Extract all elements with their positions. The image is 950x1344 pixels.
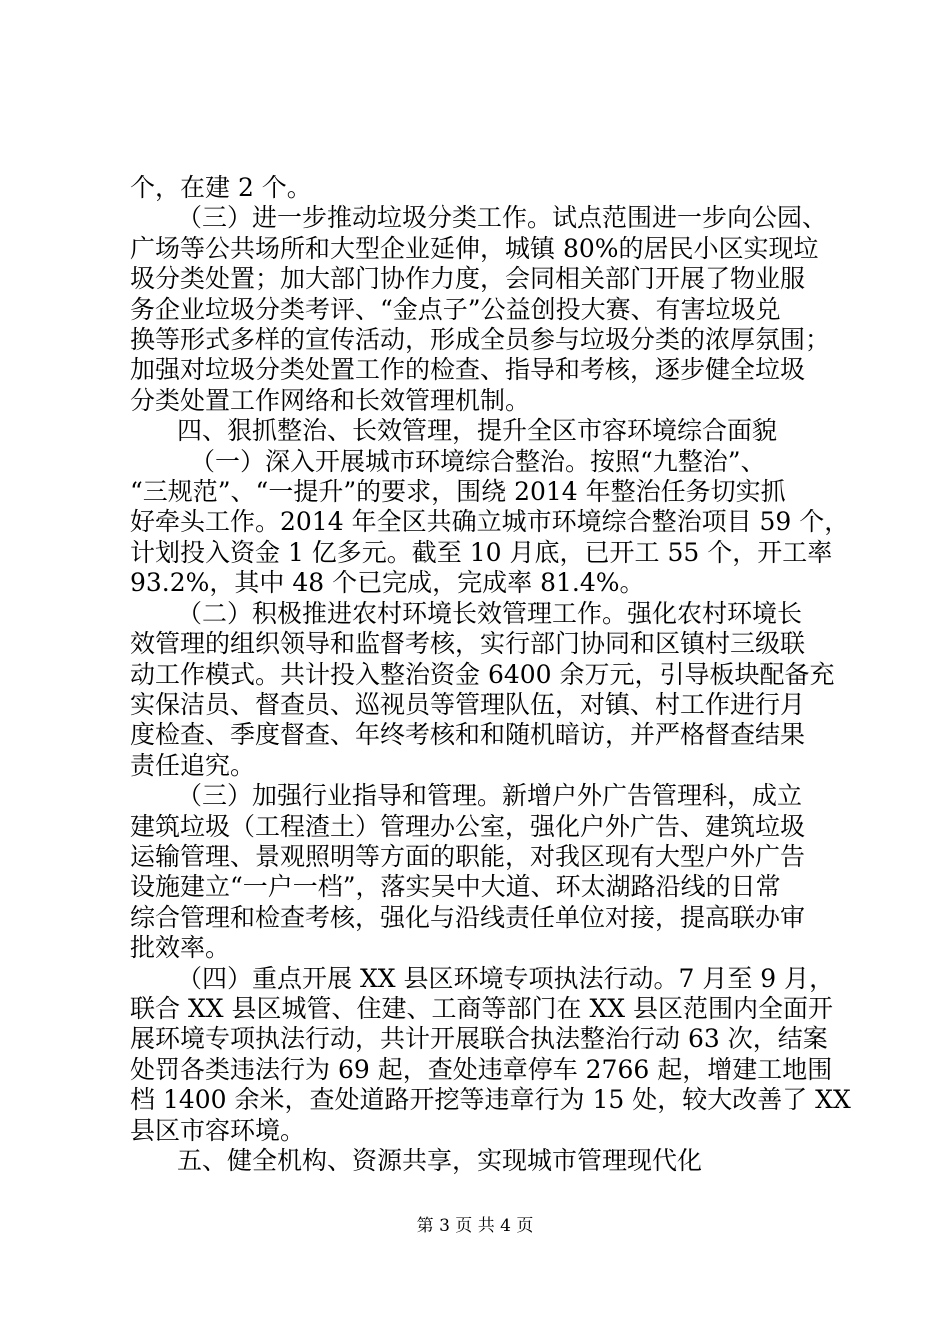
text-line: 档 1400 余米，查处道路开挖等违章行为 15 处，较大改善了 XX <box>130 1085 851 1114</box>
text-line: 批效率。 <box>130 933 231 962</box>
text-line: 93.2%，其中 48 个已完成，完成率 81.4%。 <box>130 568 645 597</box>
text-line: 展环境专项执法行动，共计开展联合执法整治行动 63 次，结案 <box>130 1024 828 1053</box>
text-line: 县区市容环境。 <box>130 1116 306 1145</box>
text-line: “三规范”、“一提升”的要求，围绕 2014 年整治任务切实抓 <box>130 477 786 506</box>
text-line: 加强对垃圾分类处置工作的检查、指导和考核，逐步健全垃圾 <box>130 355 806 384</box>
text-line: （三）加强行业指导和管理。新增户外广告管理科，成立 <box>177 781 803 810</box>
text-line: 责任追究。 <box>130 751 256 780</box>
text-line: 联合 XX 县区城管、住建、工商等部门在 XX 县区范围内全面开 <box>130 994 833 1023</box>
text-line: 圾分类处置；加大部门协作力度，会同相关部门开展了物业服 <box>130 264 806 293</box>
text-line: 效管理的组织领导和监督考核，实行部门协同和区镇村三级联 <box>130 629 806 658</box>
page-number-footer: 第 3 页 共 4 页 <box>416 1216 534 1236</box>
text-line: 广场等公共场所和大型企业延伸，城镇 80%的居民小区实现垃 <box>130 234 819 263</box>
text-line: 设施建立“一户一档”，落实吴中大道、环太湖路沿线的日常 <box>130 872 781 901</box>
section-heading: 五、健全机构、资源共享，实现城市管理现代化 <box>177 1146 703 1175</box>
text-line: 分类处置工作网络和长效管理机制。 <box>130 386 531 415</box>
text-line: 个，在建 2 个。 <box>130 173 312 202</box>
section-heading: 四、狠抓整治、长效管理，提升全区市容环境综合面貌 <box>177 416 778 445</box>
text-line: 计划投入资金 1 亿多元。截至 10 月底，已开工 55 个，开工率 <box>130 538 833 567</box>
text-line: 综合管理和检查考核，强化与沿线责任单位对接，提高联办审 <box>130 903 806 932</box>
text-line: 实保洁员、督查员、巡视员等管理队伍，对镇、村工作进行月 <box>130 690 806 719</box>
text-line: （一）深入开展城市环境综合整治。按照“九整治”、 <box>190 447 766 476</box>
text-line: 动工作模式。共计投入整治资金 6400 余万元，引导板块配备充 <box>130 660 835 689</box>
text-line: 运输管理、景观照明等方面的职能，对我区现有大型户外广告 <box>130 842 806 871</box>
text-line: 务企业垃圾分类考评、“金点子”公益创投大赛、有害垃圾兑 <box>130 295 781 324</box>
text-line: （三）进一步推动垃圾分类工作。试点范围进一步向公园、 <box>177 203 828 232</box>
text-line: （二）积极推进农村环境长效管理工作。强化农村环境长 <box>177 599 803 628</box>
text-line: 换等形式多样的宣传活动，形成全员参与垃圾分类的浓厚氛围； <box>130 325 831 354</box>
text-line: （四）重点开展 XX 县区环境专项执法行动。7 月至 9 月， <box>177 964 835 993</box>
text-line: 度检查、季度督查、年终考核和和随机暗访，并严格督查结果 <box>130 720 806 749</box>
text-line: 好牵头工作。2014 年全区共确立城市环境综合整治项目 59 个， <box>130 507 850 536</box>
text-line: 处罚各类违法行为 69 起，查处违章停车 2766 起，增建工地围 <box>130 1055 833 1084</box>
text-line: 建筑垃圾（工程渣土）管理办公室，强化户外广告、建筑垃圾 <box>130 812 806 841</box>
